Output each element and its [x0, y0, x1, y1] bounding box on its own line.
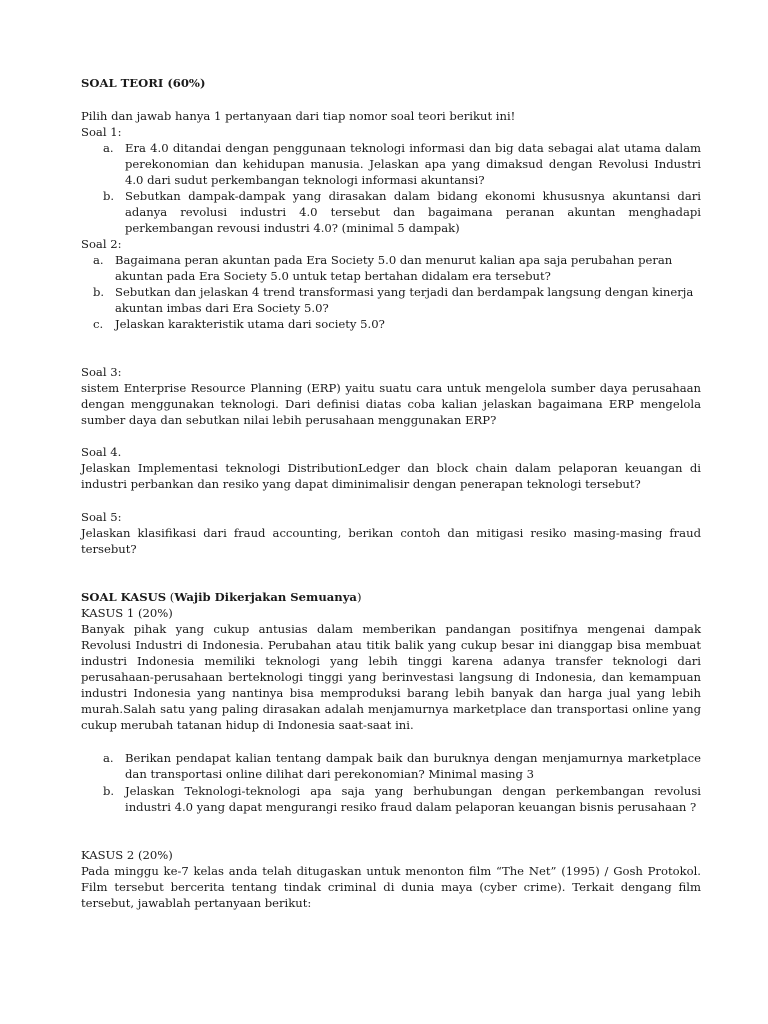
soal-1-b-line: adanya revolusi industri 4.0 tersebut dan bagaimana peranan akuntan menghadapi — [125, 205, 701, 219]
soal-2-b-line: Sebutkan dan jelaskan 4 trend transformasi yang terjadi dan berdampak langsung dengan kinerja — [115, 285, 694, 299]
soal-3-label: Soal 3: — [81, 365, 122, 379]
kasus-1-label: KASUS 1 (20%) — [81, 606, 173, 620]
kasus-heading-main: SOAL KASUS — [81, 590, 167, 604]
soal-1-a-line: 4.0 dari sudut perkembangan teknologi informasi akuntansi? — [125, 173, 485, 187]
soal-5-label: Soal 5: — [81, 510, 122, 524]
soal-2-a-line: Bagaimana peran akuntan pada Era Society 5.0 dan menurut kalian apa saja perubahan peran — [115, 253, 673, 267]
soal-1-b-line: Sebutkan dampak-dampak yang dirasakan dalam bidang ekonomi khususnya akuntansi dari — [125, 189, 701, 203]
kasus-1-line: Banyak pihak yang cukup antusias dalam memberikan pandangan positifnya mengenai dampak — [81, 622, 701, 636]
kasus-1-b-line: industri 4.0 yang dapat mengurangi resiko fraud dalam pelaporan keuangan bisnis perusahaan ? — [125, 800, 697, 814]
kasus-1-line: Revolusi Industri di Indonesia. Perubahan atau titik balik yang cukup besar ini dianggap bisa membuat — [81, 638, 701, 652]
kasus-2-line: Pada minggu ke-7 kelas anda telah ditugaskan untuk menonton film “The Net” (1995) / Gosh Protokol. — [81, 864, 701, 878]
soal-2-b-marker: b. — [93, 285, 105, 299]
kasus-1-line: industri Indonesia yang nantinya bisa memproduksi barang lebih banyak dan harga jual yang lebih — [81, 686, 701, 700]
kasus-2-line: Film tersebut bercerita tentang tindak criminal di dunia maya (cyber crime). Terkait dengang film — [81, 880, 701, 894]
section-heading-kasus — [81, 589, 361, 605]
soal-1-a-line: Era 4.0 ditandai dengan penggunaan teknologi informasi dan big data sebagai alat utama dalam — [125, 141, 701, 155]
kasus-1-b-line: Jelaskan Teknologi-teknologi apa saja yang berhubungan dengan perkembangan revolusi — [125, 784, 701, 798]
kasus-heading-paren-open: ( — [166, 590, 175, 604]
kasus-2-label: KASUS 2 (20%) — [81, 848, 173, 862]
kasus-heading-paren-close: ) — [356, 590, 362, 604]
soal-2-c-marker: c. — [93, 317, 104, 331]
soal-1-label: Soal 1: — [81, 125, 122, 139]
kasus-1-line: cukup merubah tatanan hidup di Indonesia saat-saat ini. — [81, 718, 414, 732]
soal-1-a-marker: a. — [103, 141, 114, 155]
kasus-1-line: murah.Salah satu yang paling dirasakan adalah menjamurnya marketplace dan transportasi online yang — [81, 702, 701, 716]
kasus-1-line: perusahaan-perusahaan berteknologi tinggi yang berinvestasi langsung di Indonesia, dan kemampuan — [81, 670, 701, 684]
soal-2-a-line: akuntan pada Era Society 5.0 untuk tetap bertahan didalam era tersebut? — [115, 269, 551, 283]
soal-2-b-line: akuntan imbas dari Era Society 5.0? — [115, 301, 329, 315]
soal-2-label: Soal 2: — [81, 237, 122, 251]
kasus-1-b-marker: b. — [103, 784, 115, 798]
kasus-heading-note: Wajib Dikerjakan Semuanya — [174, 590, 357, 604]
soal-4-label: Soal 4. — [81, 445, 122, 459]
soal-3-line: dengan menggunakan teknologi. Dari definisi diatas coba kalian jelaskan bagaimana ERP mengelola — [81, 397, 701, 411]
kasus-2-line: tersebut, jawablah pertanyaan berikut: — [81, 896, 312, 910]
kasus-1-a-line: Berikan pendapat kalian tentang dampak baik dan buruknya dengan menjamurnya marketplace — [125, 751, 701, 765]
soal-2-a-marker: a. — [93, 253, 104, 267]
section-heading-teori: SOAL TEORI (60%) — [81, 76, 206, 90]
soal-1-b-marker: b. — [103, 189, 115, 203]
soal-4-line: Jelaskan Implementasi teknologi DistributionLedger dan block chain dalam pelaporan keuangan di — [81, 461, 701, 475]
soal-3-line: sumber daya dan sebutkan nilai lebih perusahaan menggunakan ERP? — [81, 413, 497, 427]
soal-2-c-line: Jelaskan karakteristik utama dari society 5.0? — [115, 317, 385, 331]
kasus-1-a-marker: a. — [103, 751, 114, 765]
soal-5-line: Jelaskan klasifikasi dari fraud accounting, berikan contoh dan mitigasi resiko masing-masing fraud — [81, 526, 701, 540]
soal-4-line: industri perbankan dan resiko yang dapat diminimalisir dengan penerapan teknologi tersebut? — [81, 477, 641, 491]
kasus-1-line: industri Indonesia memiliki teknologi yang lebih tinggi karena adanya transfer teknologi dari — [81, 654, 701, 668]
soal-3-line: sistem Enterprise Resource Planning (ERP) yaitu suatu cara untuk mengelola sumber daya perusahaan — [81, 381, 701, 395]
instruction-text: Pilih dan jawab hanya 1 pertanyaan dari tiap nomor soal teori berikut ini! — [81, 109, 516, 123]
soal-1-a-line: perekonomian dan kehidupan manusia. Jelaskan apa yang dimaksud dengan Revolusi Industri — [125, 157, 701, 171]
soal-1-b-line: perkembangan revousi industri 4.0? (minimal 5 dampak) — [125, 221, 460, 235]
kasus-1-a-line: dan transportasi online dilihat dari perekonomian? Minimal masing 3 — [125, 767, 534, 781]
soal-5-line: tersebut? — [81, 542, 137, 556]
